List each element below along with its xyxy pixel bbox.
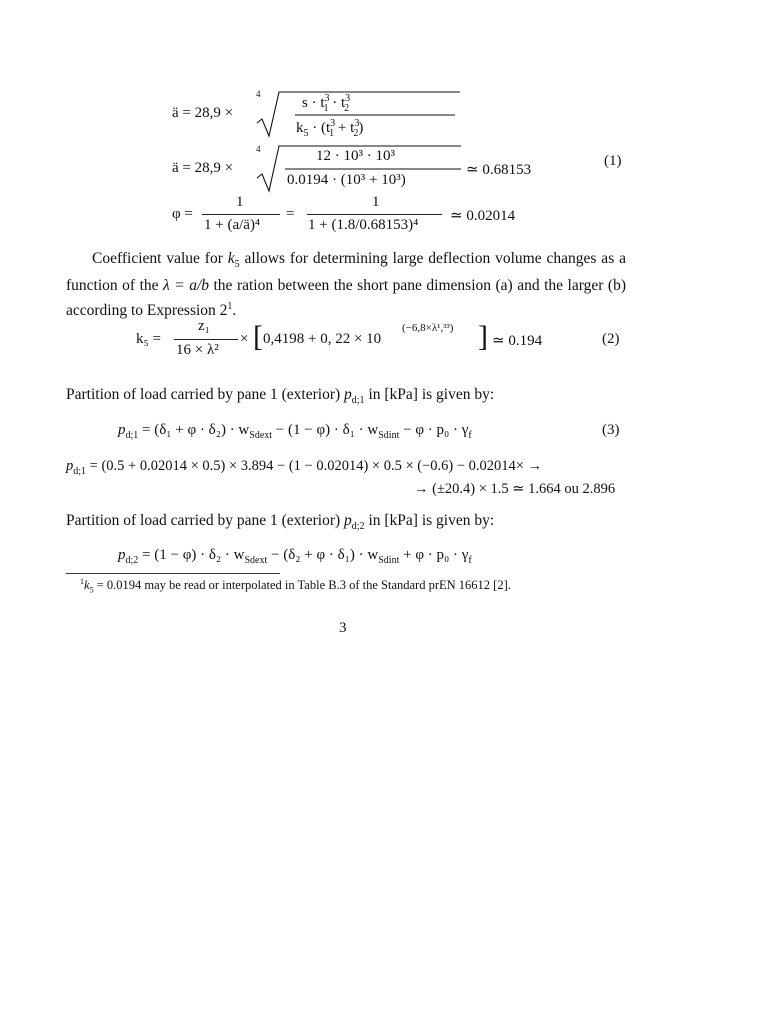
eq-k5-result: ≃ 0.194: [492, 333, 543, 349]
left-bracket: [: [253, 320, 263, 353]
root-index: 4: [256, 89, 261, 99]
eq-phi-eq: =: [286, 206, 295, 222]
root-index: 4: [256, 144, 261, 154]
eq-phi-frac1-den: 1 + (a/ä)⁴: [204, 217, 261, 233]
footnote-rule: [66, 573, 280, 574]
eq-phi-frac1-num: 1: [236, 194, 244, 210]
equation-phi: [172, 193, 532, 239]
paragraph-partition-1: Partition of load carried by pane 1 (exterior) $p_{d;1}$ in [kPa] is given by:: [66, 386, 495, 407]
eq-phi-result: ≃ 0.02014: [450, 208, 516, 224]
equation-a-numeric: [172, 143, 632, 193]
eq-a-num-denominator: 0.0194 · (10³ + 10³): [287, 172, 406, 188]
paragraph-partition-2: Partition of load carried by pane 1 (exterior) $p_{d;2}$ in [kPa] is given by:: [66, 512, 495, 533]
page-number: 3: [339, 620, 347, 636]
eq-p1-line-1: $p_{d;1} = (0.5 + 0.02014 \times 0.5) \times 3.894 - (1 - 0.02014) \times 0.5 \times (-0.6) - 0.02014\times$ →: [66, 458, 543, 477]
fraction-bar: [202, 214, 280, 215]
equation-k5: [136, 318, 628, 368]
equation-a-general: [172, 90, 412, 140]
fraction-bar: [174, 339, 238, 340]
eq-phi-frac2-num: 1: [372, 194, 380, 210]
equation-number-2: (2): [602, 331, 620, 347]
eq-phi-frac2-den: 1 + (1.8/0.68153)⁴: [308, 217, 419, 233]
equation-p1-formula: $p_{d;1} = (\delta_1 + \varphi \cdot \delta_2) \cdot w_{Sdext} - (1 - \varphi) \cdot \delta_1 \cdot w_{Sdint} - \varphi \cdot p_0 \cdot \gamma_f$ (3): [118, 422, 620, 441]
equation-p2-formula: $p_{d;2} = (1 - \varphi) \cdot \delta_2 \cdot w_{Sdext} - (\delta_2 + \varphi \cdot \delta_1) \cdot w_{Sdint} + \varphi \cdot p_0 \cdot \gamma_f$: [118, 547, 472, 566]
equation-number-1: (1): [604, 153, 622, 169]
eq-k5-bracket-content: 0,4198 + 0, 22 × 10: [263, 331, 382, 347]
equation-p1-numeric: [66, 458, 666, 506]
eq-k5-frac-num: z₁: [198, 318, 210, 334]
eq-k5-lhs: k₅ =: [136, 331, 161, 347]
footnote: $^1k_5 = 0.0194$ may be read or interpolated in Table B.3 of the Standard prEN 16612 [2].: [80, 577, 511, 595]
eq-a-num-numerator: 12 · 10³ · 10³: [316, 148, 395, 164]
eq-k5-frac-den: 16 × λ²: [176, 342, 219, 358]
eq-k5-times: ×: [240, 331, 249, 347]
eq-a-lhs: ä = 28,9 ×: [172, 105, 234, 121]
eq-a-numerator: $s \cdot t^3_1 \cdot t^3_2$: [302, 93, 351, 114]
eq-k5-exponent: (−6,8×λ¹,³³): [402, 322, 454, 334]
eq-phi-lhs: φ =: [172, 206, 193, 222]
eq-a-num-lhs: ä = 28,9 ×: [172, 160, 234, 176]
fraction-bar: [307, 214, 442, 215]
paragraph-coefficient: Coefficient value for $k_5$ allows for determining large deflection volume changes as a function of the λ = a/b the ration between the short pane dimension (a) and the larger (b) according to Expression $2^1$.: [66, 250, 626, 320]
right-bracket: ]: [478, 320, 488, 353]
eq-a-num-result: ≃ 0.68153: [466, 162, 532, 178]
equation-number-3: (3): [602, 422, 620, 438]
eq-p1-line-2: → (±20.4) × 1.5 ≃ 1.664 ou 2.896: [414, 481, 616, 497]
eq-a-denominator: $k_5 \cdot (t^3_1 + t^3_2)$: [296, 118, 364, 139]
